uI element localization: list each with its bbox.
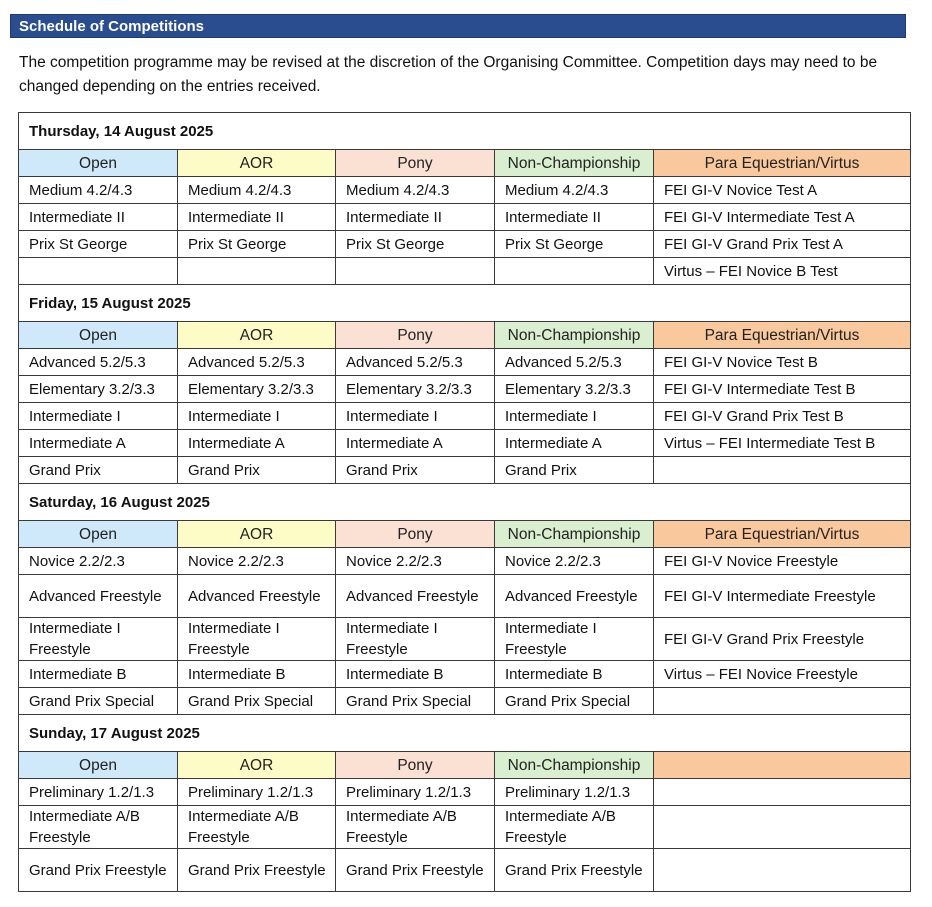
cell-aor: Novice 2.2/2.3 <box>178 548 336 575</box>
cell-aor: Grand Prix Special <box>178 688 336 715</box>
cell-open: Intermediate I <box>19 403 178 430</box>
cell-non-championship: Elementary 3.2/3.3 <box>495 376 654 403</box>
cell-aor: Advanced 5.2/5.3 <box>178 349 336 376</box>
cell-non-championship: Preliminary 1.2/1.3 <box>495 779 654 806</box>
cell-para-equestrian-virtus: Virtus – FEI Novice Freestyle <box>654 661 911 688</box>
column-header-pony: Pony <box>336 752 495 779</box>
cell-pony <box>336 258 495 285</box>
cell-para-equestrian-virtus <box>654 688 911 715</box>
cell-pony: Intermediate B <box>336 661 495 688</box>
cell-aor: Preliminary 1.2/1.3 <box>178 779 336 806</box>
cell-open: Medium 4.2/4.3 <box>19 177 178 204</box>
cell-non-championship: Advanced Freestyle <box>495 575 654 618</box>
cell-pony: Preliminary 1.2/1.3 <box>336 779 495 806</box>
cell-aor: Intermediate II <box>178 204 336 231</box>
day-row <box>19 285 911 322</box>
column-header-pony: Pony <box>336 150 495 177</box>
table-row <box>19 204 911 231</box>
table-row <box>19 177 911 204</box>
table-row <box>19 849 911 892</box>
day-row <box>19 113 911 150</box>
cell-pony: Novice 2.2/2.3 <box>336 548 495 575</box>
cell-para-equestrian-virtus: FEI GI-V Intermediate Freestyle <box>654 575 911 618</box>
cell-non-championship: Intermediate A/B Freestyle <box>495 806 654 849</box>
cell-non-championship: Intermediate B <box>495 661 654 688</box>
cell-para-equestrian-virtus: FEI GI-V Novice Test B <box>654 349 911 376</box>
cell-para-equestrian-virtus <box>654 457 911 484</box>
table-row <box>19 376 911 403</box>
cell-pony: Grand Prix <box>336 457 495 484</box>
cell-aor: Intermediate A <box>178 430 336 457</box>
day-heading: Friday, 15 August 2025 <box>19 285 911 322</box>
cell-para-equestrian-virtus: Virtus – FEI Intermediate Test B <box>654 430 911 457</box>
cell-para-equestrian-virtus: FEI GI-V Intermediate Test A <box>654 204 911 231</box>
cell-open: Advanced 5.2/5.3 <box>19 349 178 376</box>
cell-non-championship: Intermediate I <box>495 403 654 430</box>
cell-open: Grand Prix <box>19 457 178 484</box>
cell-open: Preliminary 1.2/1.3 <box>19 779 178 806</box>
cell-open: Intermediate B <box>19 661 178 688</box>
cell-aor: Intermediate I Freestyle <box>178 618 336 661</box>
cell-aor <box>178 258 336 285</box>
cell-open: Novice 2.2/2.3 <box>19 548 178 575</box>
cell-para-equestrian-virtus <box>654 806 911 849</box>
cell-aor: Intermediate B <box>178 661 336 688</box>
cell-non-championship: Novice 2.2/2.3 <box>495 548 654 575</box>
cell-para-equestrian-virtus: FEI GI-V Grand Prix Freestyle <box>654 618 911 661</box>
cell-non-championship <box>495 258 654 285</box>
column-header-non-championship: Non-Championship <box>495 521 654 548</box>
section-title: Schedule of Competitions <box>19 18 205 35</box>
cell-pony: Intermediate I Freestyle <box>336 618 495 661</box>
table-row <box>19 349 911 376</box>
table-row <box>19 457 911 484</box>
cell-non-championship: Advanced 5.2/5.3 <box>495 349 654 376</box>
cell-para-equestrian-virtus: FEI GI-V Novice Test A <box>654 177 911 204</box>
column-header-pony: Pony <box>336 322 495 349</box>
column-header-non-championship: Non-Championship <box>495 150 654 177</box>
cell-aor: Grand Prix Freestyle <box>178 849 336 892</box>
cell-pony: Advanced 5.2/5.3 <box>336 349 495 376</box>
column-header-aor: AOR <box>178 521 336 548</box>
cell-pony: Grand Prix Freestyle <box>336 849 495 892</box>
column-header-para-equestrian-virtus <box>654 752 911 779</box>
table-row <box>19 403 911 430</box>
cell-aor: Intermediate A/B Freestyle <box>178 806 336 849</box>
intro-paragraph: The competition programme may be revised at the discretion of the Organising Committee. Competition days may need to be changed depending on the entries received. <box>19 54 878 95</box>
cell-open: Intermediate A <box>19 430 178 457</box>
cell-aor: Grand Prix <box>178 457 336 484</box>
cell-pony: Advanced Freestyle <box>336 575 495 618</box>
cell-para-equestrian-virtus: FEI GI-V Novice Freestyle <box>654 548 911 575</box>
section-title-bar <box>10 14 906 38</box>
table-row <box>19 548 911 575</box>
cell-aor: Elementary 3.2/3.3 <box>178 376 336 403</box>
table-row <box>19 779 911 806</box>
column-header-para-equestrian-virtus: Para Equestrian/Virtus <box>654 521 911 548</box>
cell-aor: Prix St George <box>178 231 336 258</box>
table-row <box>19 575 911 618</box>
column-header-non-championship: Non-Championship <box>495 322 654 349</box>
table-row <box>19 688 911 715</box>
cell-non-championship: Grand Prix <box>495 457 654 484</box>
cell-pony: Intermediate A <box>336 430 495 457</box>
cell-open: Intermediate A/B Freestyle <box>19 806 178 849</box>
table-row <box>19 258 911 285</box>
cell-para-equestrian-virtus: FEI GI-V Intermediate Test B <box>654 376 911 403</box>
day-row <box>19 715 911 752</box>
cell-para-equestrian-virtus: Virtus – FEI Novice B Test <box>654 258 911 285</box>
column-header-aor: AOR <box>178 752 336 779</box>
cell-open: Advanced Freestyle <box>19 575 178 618</box>
cell-open: Intermediate I Freestyle <box>19 618 178 661</box>
column-header-open: Open <box>19 521 178 548</box>
cell-para-equestrian-virtus: FEI GI-V Grand Prix Test B <box>654 403 911 430</box>
cell-aor: Medium 4.2/4.3 <box>178 177 336 204</box>
cell-pony: Intermediate A/B Freestyle <box>336 806 495 849</box>
column-header-open: Open <box>19 752 178 779</box>
cell-pony: Medium 4.2/4.3 <box>336 177 495 204</box>
day-heading: Saturday, 16 August 2025 <box>19 484 911 521</box>
day-heading: Sunday, 17 August 2025 <box>19 715 911 752</box>
cell-open: Intermediate II <box>19 204 178 231</box>
column-header-pony: Pony <box>336 521 495 548</box>
column-header-row <box>19 150 911 177</box>
column-header-para-equestrian-virtus: Para Equestrian/Virtus <box>654 150 911 177</box>
cell-open: Prix St George <box>19 231 178 258</box>
table-row <box>19 231 911 258</box>
cell-non-championship: Grand Prix Freestyle <box>495 849 654 892</box>
cell-non-championship: Prix St George <box>495 231 654 258</box>
table-row <box>19 661 911 688</box>
cell-pony: Grand Prix Special <box>336 688 495 715</box>
day-row <box>19 484 911 521</box>
table-row <box>19 618 911 661</box>
cell-pony: Intermediate I <box>336 403 495 430</box>
cell-non-championship: Medium 4.2/4.3 <box>495 177 654 204</box>
cell-open: Grand Prix Freestyle <box>19 849 178 892</box>
column-header-open: Open <box>19 150 178 177</box>
cell-pony: Intermediate II <box>336 204 495 231</box>
cell-aor: Advanced Freestyle <box>178 575 336 618</box>
table-row <box>19 806 911 849</box>
column-header-aor: AOR <box>178 322 336 349</box>
day-heading: Thursday, 14 August 2025 <box>19 113 911 150</box>
cell-non-championship: Intermediate I Freestyle <box>495 618 654 661</box>
cell-pony: Prix St George <box>336 231 495 258</box>
column-header-row <box>19 322 911 349</box>
column-header-row <box>19 521 911 548</box>
cell-para-equestrian-virtus: FEI GI-V Grand Prix Test A <box>654 231 911 258</box>
competition-schedule-table <box>18 112 911 892</box>
cell-para-equestrian-virtus <box>654 849 911 892</box>
column-header-row <box>19 752 911 779</box>
cell-para-equestrian-virtus <box>654 779 911 806</box>
cell-open: Grand Prix Special <box>19 688 178 715</box>
column-header-aor: AOR <box>178 150 336 177</box>
column-header-open: Open <box>19 322 178 349</box>
cell-open: Elementary 3.2/3.3 <box>19 376 178 403</box>
column-header-para-equestrian-virtus: Para Equestrian/Virtus <box>654 322 911 349</box>
cell-non-championship: Intermediate A <box>495 430 654 457</box>
column-header-non-championship: Non-Championship <box>495 752 654 779</box>
cell-aor: Intermediate I <box>178 403 336 430</box>
table-row <box>19 430 911 457</box>
cell-open <box>19 258 178 285</box>
cell-non-championship: Grand Prix Special <box>495 688 654 715</box>
cell-pony: Elementary 3.2/3.3 <box>336 376 495 403</box>
cell-non-championship: Intermediate II <box>495 204 654 231</box>
